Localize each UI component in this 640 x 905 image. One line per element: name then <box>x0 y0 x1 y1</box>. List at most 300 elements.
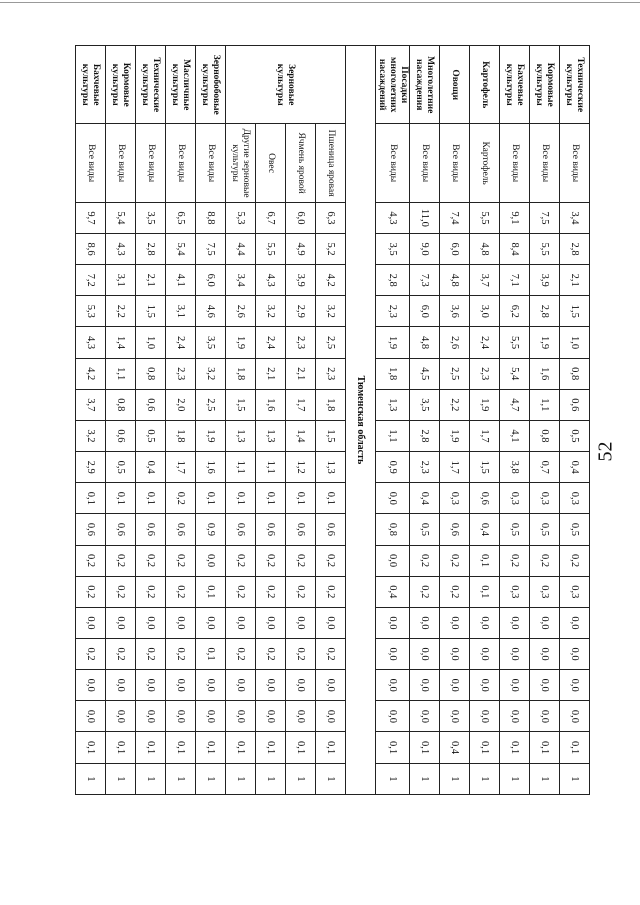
value-cell: 1 <box>286 763 316 794</box>
value-cell: 0,2 <box>440 576 470 607</box>
value-cell: 0,5 <box>106 452 136 483</box>
kind-cell: Все виды <box>136 124 166 202</box>
crop-cell: Зернобобовые культуры <box>196 46 226 124</box>
value-cell: 0,0 <box>256 670 286 701</box>
value-cell: 0,0 <box>166 670 196 701</box>
value-cell: 7,1 <box>500 265 530 296</box>
value-cell: 3,6 <box>440 296 470 327</box>
kind-cell: Все виды <box>500 124 530 202</box>
value-cell: 0,1 <box>196 732 226 763</box>
crop-cell: Технические культуры <box>560 46 590 124</box>
kind-cell: Ячмень яровой <box>286 124 316 202</box>
value-cell: 0,6 <box>470 483 500 514</box>
value-cell: 3,2 <box>76 420 106 451</box>
value-cell: 5,3 <box>76 296 106 327</box>
table-row <box>256 46 286 795</box>
kind-cell: Все виды <box>166 124 196 202</box>
value-cell: 0,5 <box>410 514 440 545</box>
value-cell: 0,2 <box>136 545 166 576</box>
value-cell: 8,6 <box>76 233 106 264</box>
value-cell: 11,0 <box>410 202 440 233</box>
section-header <box>346 46 376 795</box>
value-cell: 6,3 <box>316 202 346 233</box>
value-cell: 1,8 <box>376 358 410 389</box>
value-cell: 7,5 <box>196 233 226 264</box>
value-cell: 1,7 <box>470 420 500 451</box>
value-cell: 1,1 <box>376 420 410 451</box>
value-cell: 3,5 <box>410 389 440 420</box>
value-cell: 1 <box>256 763 286 794</box>
value-cell: 1,5 <box>470 452 500 483</box>
value-cell: 0,9 <box>376 452 410 483</box>
value-cell: 0,1 <box>136 732 166 763</box>
value-cell: 1,8 <box>226 358 256 389</box>
value-cell: 1 <box>106 763 136 794</box>
value-cell: 1 <box>376 763 410 794</box>
value-cell: 0,1 <box>470 576 500 607</box>
value-cell: 0,6 <box>166 514 196 545</box>
table-body-top <box>376 46 590 795</box>
kind-cell: Все виды <box>376 124 410 202</box>
value-cell: 2,9 <box>76 452 106 483</box>
crop-cell: Картофель <box>470 46 500 124</box>
value-cell: 0,0 <box>376 607 410 638</box>
value-cell: 3,2 <box>256 296 286 327</box>
value-cell: 0,2 <box>410 576 440 607</box>
value-cell: 1 <box>440 763 470 794</box>
value-cell: 5,4 <box>166 233 196 264</box>
value-cell: 1,7 <box>166 452 196 483</box>
value-cell: 0,0 <box>316 701 346 732</box>
value-cell: 2,4 <box>256 327 286 358</box>
value-cell: 0,6 <box>226 514 256 545</box>
value-cell: 0,0 <box>76 670 106 701</box>
value-cell: 4,3 <box>376 202 410 233</box>
value-cell: 0,0 <box>500 607 530 638</box>
value-cell: 1,7 <box>440 452 470 483</box>
kind-cell: Все виды <box>560 124 590 202</box>
value-cell: 0,1 <box>256 483 286 514</box>
value-cell: 1,7 <box>286 389 316 420</box>
value-cell: 0,0 <box>376 670 410 701</box>
value-cell: 0,0 <box>470 670 500 701</box>
value-cell: 4,6 <box>196 296 226 327</box>
value-cell: 0,2 <box>166 576 196 607</box>
value-cell: 0,2 <box>256 545 286 576</box>
value-cell: 0,2 <box>76 545 106 576</box>
value-cell: 0,1 <box>286 732 316 763</box>
value-cell: 0,8 <box>136 358 166 389</box>
value-cell: 2,3 <box>470 358 500 389</box>
value-cell: 0,3 <box>560 483 590 514</box>
value-cell: 3,5 <box>376 233 410 264</box>
crop-cell: Многолетние насаждения <box>410 46 440 124</box>
value-cell: 0,2 <box>500 545 530 576</box>
value-cell: 5,2 <box>316 233 346 264</box>
value-cell: 1 <box>500 763 530 794</box>
value-cell: 1,9 <box>196 420 226 451</box>
value-cell: 0,0 <box>256 607 286 638</box>
kind-cell: Картофель <box>470 124 500 202</box>
value-cell: 0,0 <box>196 607 226 638</box>
value-cell: 0,0 <box>410 701 440 732</box>
value-cell: 0,2 <box>226 639 256 670</box>
value-cell: 0,0 <box>440 670 470 701</box>
value-cell: 0,0 <box>376 639 410 670</box>
value-cell: 4,8 <box>410 327 440 358</box>
section-row <box>346 46 376 795</box>
value-cell: 2,1 <box>256 358 286 389</box>
value-cell: 0,0 <box>316 607 346 638</box>
value-cell: 0,6 <box>76 514 106 545</box>
value-cell: 1 <box>76 763 106 794</box>
table-row <box>500 46 530 795</box>
value-cell: 0,0 <box>500 639 530 670</box>
value-cell: 2,9 <box>286 296 316 327</box>
value-cell: 3,4 <box>226 265 256 296</box>
value-cell: 0,0 <box>560 639 590 670</box>
value-cell: 2,8 <box>410 420 440 451</box>
value-cell: 4,1 <box>166 265 196 296</box>
crop-cell: Овощи <box>440 46 470 124</box>
value-cell: 8,4 <box>500 233 530 264</box>
value-cell: 5,5 <box>530 233 560 264</box>
value-cell: 1,5 <box>316 420 346 451</box>
crop-cell: Кормовые культуры <box>106 46 136 124</box>
top-rule <box>0 2 640 3</box>
value-cell: 1 <box>560 763 590 794</box>
value-cell: 0,5 <box>530 514 560 545</box>
value-cell: 1,4 <box>286 420 316 451</box>
value-cell: 2,6 <box>226 296 256 327</box>
value-cell: 0,0 <box>286 701 316 732</box>
value-cell: 0,2 <box>166 545 196 576</box>
table-row <box>470 46 500 795</box>
value-cell: 0,2 <box>316 639 346 670</box>
value-cell: 0,1 <box>166 732 196 763</box>
value-cell: 0,0 <box>500 670 530 701</box>
value-cell: 0,1 <box>376 732 410 763</box>
value-cell: 0,3 <box>560 576 590 607</box>
value-cell: 0,0 <box>286 670 316 701</box>
value-cell: 1,9 <box>226 327 256 358</box>
crop-cell: Кормовые культуры <box>530 46 560 124</box>
value-cell: 0,1 <box>196 639 226 670</box>
value-cell: 0,8 <box>530 420 560 451</box>
kind-cell: Овес <box>256 124 286 202</box>
value-cell: 0,2 <box>76 639 106 670</box>
value-cell: 0,4 <box>376 576 410 607</box>
value-cell: 0,6 <box>440 514 470 545</box>
value-cell: 0,8 <box>560 358 590 389</box>
table-row <box>316 46 346 795</box>
value-cell: 1,6 <box>196 452 226 483</box>
value-cell: 1 <box>530 763 560 794</box>
value-cell: 0,1 <box>500 732 530 763</box>
value-cell: 0,5 <box>500 514 530 545</box>
value-cell: 1 <box>470 763 500 794</box>
data-table <box>75 45 590 795</box>
value-cell: 1,3 <box>376 389 410 420</box>
value-cell: 3,7 <box>76 389 106 420</box>
value-cell: 4,3 <box>76 327 106 358</box>
section-title: Тюменская область <box>346 46 376 795</box>
value-cell: 1,0 <box>136 327 166 358</box>
value-cell: 1,5 <box>560 296 590 327</box>
value-cell: 0,1 <box>226 483 256 514</box>
value-cell: 0,3 <box>530 576 560 607</box>
value-cell: 6,0 <box>196 265 226 296</box>
value-cell: 0,1 <box>226 732 256 763</box>
crop-cell: Технические культуры <box>136 46 166 124</box>
value-cell: 0,5 <box>560 514 590 545</box>
value-cell: 0,0 <box>470 701 500 732</box>
value-cell: 0,1 <box>316 732 346 763</box>
value-cell: 0,0 <box>530 701 560 732</box>
value-cell: 1,8 <box>166 420 196 451</box>
value-cell: 2,3 <box>376 296 410 327</box>
value-cell: 0,6 <box>106 420 136 451</box>
value-cell: 0,0 <box>106 701 136 732</box>
value-cell: 3,9 <box>286 265 316 296</box>
table-row <box>410 46 440 795</box>
value-cell: 1,9 <box>530 327 560 358</box>
crop-cell: Зерновые культуры <box>226 46 346 124</box>
kind-cell: Все виды <box>410 124 440 202</box>
value-cell: 0,6 <box>136 389 166 420</box>
value-cell: 9,1 <box>500 202 530 233</box>
value-cell: 0,1 <box>76 732 106 763</box>
value-cell: 4,3 <box>106 233 136 264</box>
value-cell: 0,0 <box>76 701 106 732</box>
value-cell: 2,3 <box>316 358 346 389</box>
value-cell: 2,0 <box>166 389 196 420</box>
value-cell: 0,2 <box>226 545 256 576</box>
value-cell: 0,2 <box>106 545 136 576</box>
value-cell: 2,8 <box>560 233 590 264</box>
value-cell: 1,3 <box>256 420 286 451</box>
value-cell: 0,6 <box>256 514 286 545</box>
value-cell: 2,4 <box>470 327 500 358</box>
value-cell: 3,0 <box>470 296 500 327</box>
value-cell: 0,0 <box>530 639 560 670</box>
value-cell: 0,1 <box>286 483 316 514</box>
value-cell: 0,2 <box>226 576 256 607</box>
value-cell: 7,3 <box>410 265 440 296</box>
value-cell: 1,6 <box>256 389 286 420</box>
value-cell: 5,5 <box>256 233 286 264</box>
value-cell: 0,1 <box>106 483 136 514</box>
value-cell: 1,9 <box>376 327 410 358</box>
value-cell: 0,0 <box>106 670 136 701</box>
value-cell: 0,0 <box>530 607 560 638</box>
value-cell: 1,5 <box>226 389 256 420</box>
value-cell: 5,3 <box>226 202 256 233</box>
value-cell: 0,0 <box>560 670 590 701</box>
value-cell: 3,5 <box>196 327 226 358</box>
value-cell: 0,0 <box>500 701 530 732</box>
value-cell: 2,8 <box>376 265 410 296</box>
value-cell: 1,3 <box>226 420 256 451</box>
value-cell: 0,1 <box>256 732 286 763</box>
value-cell: 0,9 <box>196 514 226 545</box>
value-cell: 1,2 <box>286 452 316 483</box>
value-cell: 5,5 <box>470 202 500 233</box>
value-cell: 0,1 <box>106 732 136 763</box>
value-cell: 0,1 <box>136 483 166 514</box>
value-cell: 6,2 <box>500 296 530 327</box>
value-cell: 0,2 <box>256 639 286 670</box>
value-cell: 0,4 <box>560 452 590 483</box>
rotated-table-container <box>50 45 590 795</box>
table-row <box>76 46 106 795</box>
value-cell: 3,7 <box>470 265 500 296</box>
value-cell: 2,1 <box>136 265 166 296</box>
value-cell: 1 <box>316 763 346 794</box>
value-cell: 0,3 <box>500 576 530 607</box>
value-cell: 0,2 <box>286 545 316 576</box>
table-row <box>560 46 590 795</box>
table-row <box>196 46 226 795</box>
value-cell: 0,2 <box>316 576 346 607</box>
crop-cell: Масличные культуры <box>166 46 196 124</box>
value-cell: 0,0 <box>376 483 410 514</box>
value-cell: 4,3 <box>256 265 286 296</box>
value-cell: 0,3 <box>440 483 470 514</box>
value-cell: 0,2 <box>286 639 316 670</box>
value-cell: 9,0 <box>410 233 440 264</box>
value-cell: 0,4 <box>136 452 166 483</box>
value-cell: 7,5 <box>530 202 560 233</box>
table-body-bottom <box>76 46 346 795</box>
value-cell: 1,4 <box>106 327 136 358</box>
value-cell: 0,0 <box>470 607 500 638</box>
value-cell: 0,0 <box>316 670 346 701</box>
value-cell: 0,0 <box>470 639 500 670</box>
value-cell: 0,2 <box>256 576 286 607</box>
value-cell: 3,5 <box>136 202 166 233</box>
value-cell: 0,2 <box>106 576 136 607</box>
value-cell: 2,8 <box>136 233 166 264</box>
value-cell: 3,4 <box>560 202 590 233</box>
value-cell: 7,2 <box>76 265 106 296</box>
value-cell: 0,0 <box>136 701 166 732</box>
value-cell: 8,8 <box>196 202 226 233</box>
value-cell: 1,8 <box>316 389 346 420</box>
value-cell: 5,4 <box>106 202 136 233</box>
value-cell: 0,8 <box>106 389 136 420</box>
table-row <box>226 46 256 795</box>
value-cell: 0,2 <box>76 576 106 607</box>
value-cell: 3,2 <box>316 296 346 327</box>
value-cell: 0,2 <box>106 639 136 670</box>
table-row <box>376 46 410 795</box>
value-cell: 3,8 <box>500 452 530 483</box>
value-cell: 4,2 <box>316 265 346 296</box>
value-cell: 3,1 <box>166 296 196 327</box>
value-cell: 2,1 <box>560 265 590 296</box>
value-cell: 0,2 <box>136 639 166 670</box>
value-cell: 0,4 <box>410 483 440 514</box>
value-cell: 4,8 <box>470 233 500 264</box>
kind-cell: Все виды <box>106 124 136 202</box>
value-cell: 4,5 <box>410 358 440 389</box>
value-cell: 0,0 <box>530 670 560 701</box>
value-cell: 0,3 <box>530 483 560 514</box>
value-cell: 0,5 <box>136 420 166 451</box>
value-cell: 0,6 <box>316 514 346 545</box>
value-cell: 0,1 <box>470 732 500 763</box>
value-cell: 0,0 <box>226 607 256 638</box>
page-number: 52 <box>594 441 617 462</box>
value-cell: 1,5 <box>136 296 166 327</box>
value-cell: 0,0 <box>376 701 410 732</box>
kind-cell: Все виды <box>440 124 470 202</box>
value-cell: 6,7 <box>256 202 286 233</box>
value-cell: 0,1 <box>410 732 440 763</box>
value-cell: 0,2 <box>410 545 440 576</box>
value-cell: 0,1 <box>530 732 560 763</box>
value-cell: 0,0 <box>196 670 226 701</box>
value-cell: 0,0 <box>166 607 196 638</box>
value-cell: 0,1 <box>316 483 346 514</box>
value-cell: 7,4 <box>440 202 470 233</box>
value-cell: 1,1 <box>530 389 560 420</box>
value-cell: 0,0 <box>76 607 106 638</box>
kind-cell: Все виды <box>76 124 106 202</box>
value-cell: 1 <box>226 763 256 794</box>
value-cell: 2,6 <box>440 327 470 358</box>
value-cell: 0,4 <box>470 514 500 545</box>
value-cell: 0,6 <box>560 389 590 420</box>
value-cell: 0,6 <box>286 514 316 545</box>
value-cell: 5,4 <box>500 358 530 389</box>
table-row <box>440 46 470 795</box>
value-cell: 2,2 <box>106 296 136 327</box>
value-cell: 0,0 <box>440 639 470 670</box>
kind-cell: Все виды <box>196 124 226 202</box>
value-cell: 2,5 <box>316 327 346 358</box>
value-cell: 1,1 <box>226 452 256 483</box>
value-cell: 0,0 <box>106 607 136 638</box>
value-cell: 0,2 <box>440 545 470 576</box>
value-cell: 0,0 <box>196 545 226 576</box>
table-row <box>166 46 196 795</box>
value-cell: 2,3 <box>410 452 440 483</box>
crop-cell: Посадки многолетних насаждений <box>376 46 410 124</box>
value-cell: 4,9 <box>286 233 316 264</box>
value-cell: 0,2 <box>560 545 590 576</box>
table-row <box>106 46 136 795</box>
value-cell: 0,1 <box>470 545 500 576</box>
value-cell: 2,1 <box>286 358 316 389</box>
value-cell: 0,6 <box>136 514 166 545</box>
value-cell: 0,0 <box>410 639 440 670</box>
value-cell: 4,7 <box>500 389 530 420</box>
value-cell: 1,3 <box>316 452 346 483</box>
value-cell: 4,4 <box>226 233 256 264</box>
value-cell: 6,0 <box>410 296 440 327</box>
value-cell: 1,1 <box>106 358 136 389</box>
value-cell: 0,0 <box>136 670 166 701</box>
kind-cell: Пшеница яровая <box>316 124 346 202</box>
kind-cell: Все виды <box>530 124 560 202</box>
value-cell: 6,5 <box>166 202 196 233</box>
value-cell: 1 <box>196 763 226 794</box>
value-cell: 0,0 <box>560 607 590 638</box>
value-cell: 0,7 <box>530 452 560 483</box>
value-cell: 0,0 <box>196 701 226 732</box>
